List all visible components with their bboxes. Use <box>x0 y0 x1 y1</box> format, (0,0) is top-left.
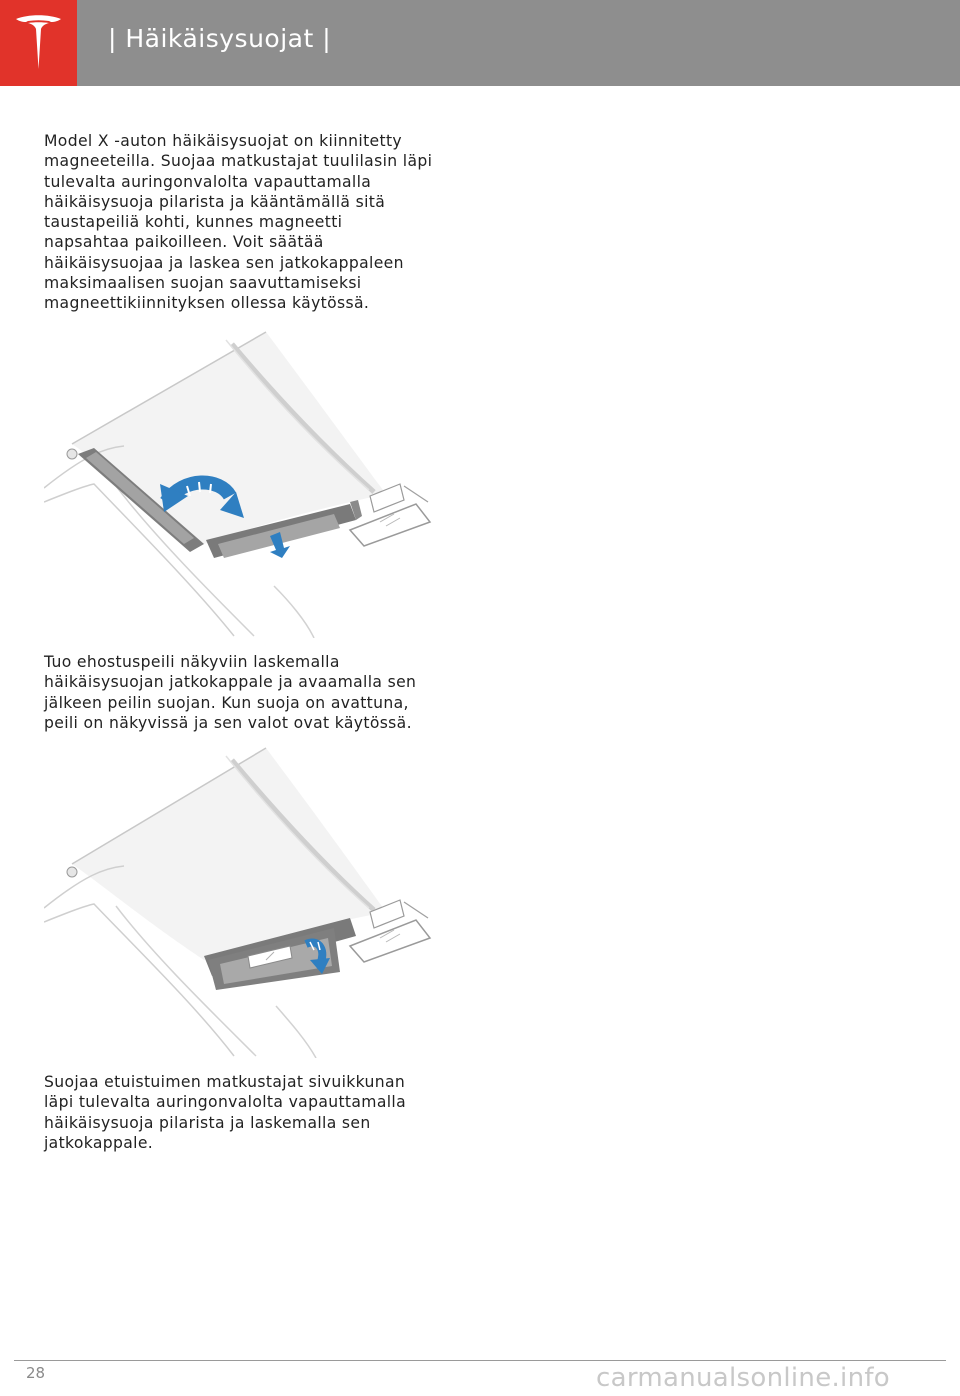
text-line: magneettikiinnityksen ollessa käytössä. <box>44 294 370 313</box>
text-line: läpi tulevalta auringonvalolta vapauttamalla <box>44 1093 407 1112</box>
text-line: peili on näkyvissä ja sen valot ovat käytössä. <box>44 713 412 732</box>
vanity-mirror-illustration <box>44 742 436 1063</box>
text-line: napsahtaa paikoilleen. Voit säätää <box>44 233 324 252</box>
text-line: tulevalta auringonvalolta vapauttamalla <box>44 172 372 191</box>
footer-rule <box>14 1360 946 1361</box>
sun-visor-rotate-illustration <box>44 326 436 643</box>
text-line: Suojaa etuistuimen matkustajat sivuikkunan <box>44 1073 406 1091</box>
header-bar <box>0 0 960 86</box>
text-line: jatkokappale. <box>44 1133 154 1152</box>
text-line: taustapeiliä kohti, kunnes magneetti <box>44 213 343 232</box>
text-line: Tuo ehostuspeili näkyviin laskemalla <box>44 653 340 671</box>
text-line: häikäisysuojaa ja laskea sen jatkokappaleen <box>44 253 404 272</box>
paragraph-magnet-intro <box>44 131 444 314</box>
page-title: | Häikäisysuojat | <box>108 24 332 53</box>
text-line: Model X -auton häikäisysuojat on kiinnitetty <box>44 132 402 150</box>
text-line: häikäisysuoja pilarista ja laskemalla sen <box>44 1113 371 1132</box>
text-line: magneeteilla. Suojaa matkustajat tuulilasin läpi <box>44 152 433 171</box>
text-line: häikäisysuoja pilarista ja kääntämällä sitä <box>44 192 386 211</box>
tesla-logo-icon <box>14 13 63 71</box>
logo-box <box>0 0 77 86</box>
page-number: 28 <box>26 1364 46 1382</box>
paragraph-side-window <box>44 1072 444 1153</box>
paragraph-vanity-mirror <box>44 652 444 733</box>
text-line: jälkeen peilin suojan. Kun suoja on avattuna, <box>44 693 409 712</box>
watermark: carmanualsonline.info <box>596 1363 891 1393</box>
text-line: häikäisysuojan jatkokappale ja avaamalla sen <box>44 673 417 692</box>
text-line: maksimaalisen suojan saavuttamiseksi <box>44 274 362 293</box>
